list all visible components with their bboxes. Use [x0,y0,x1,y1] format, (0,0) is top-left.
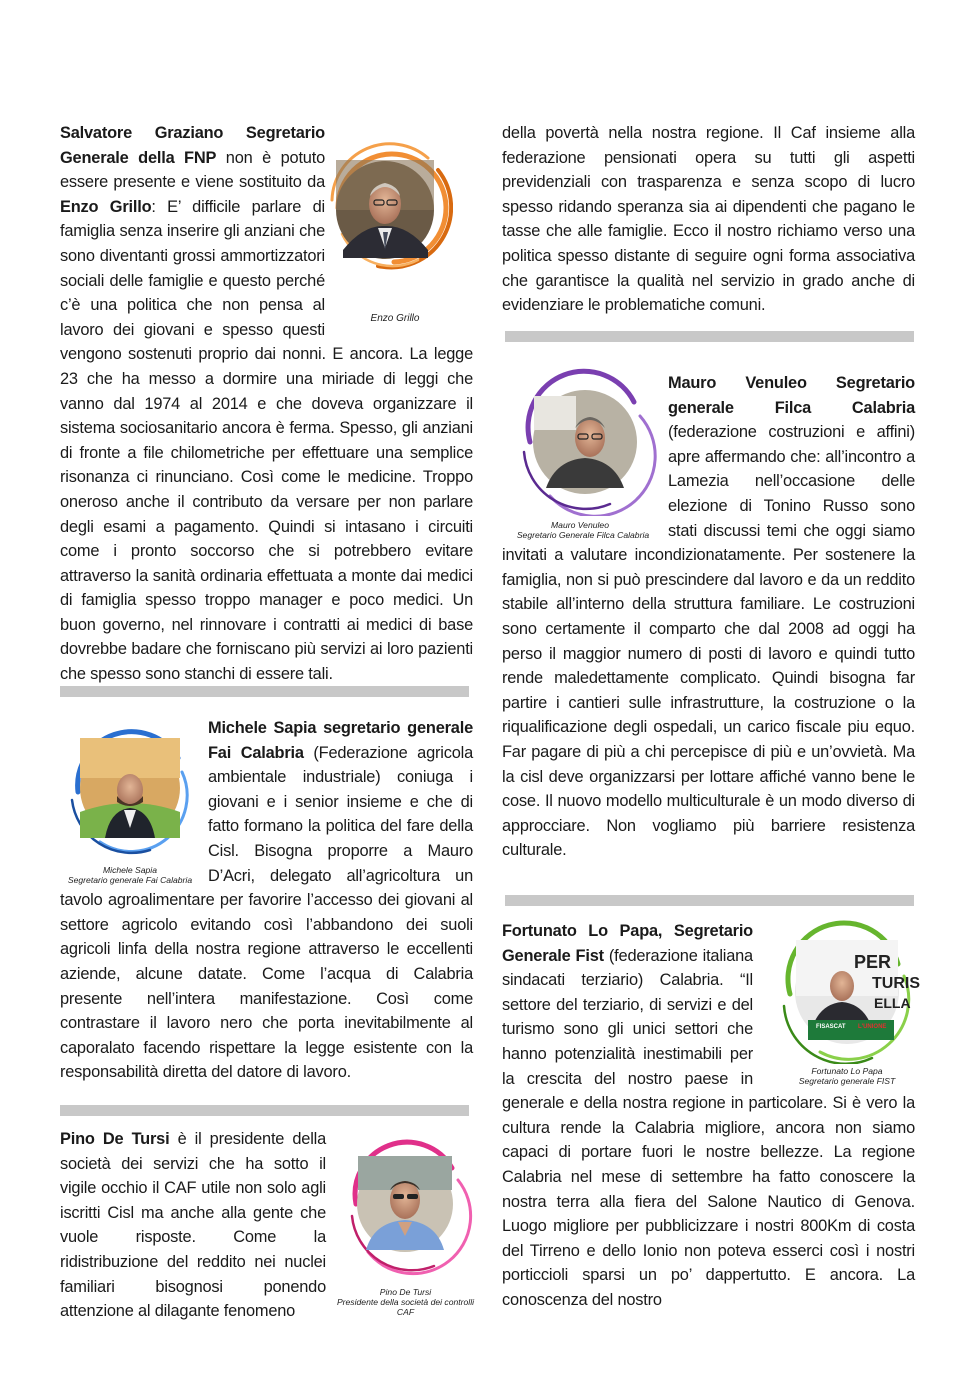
body-text: (federazione italiana sindacati terziario) Calabria. “Il settore del terziario, di servizi e del turismo sono gli unici settori che hanno potenzialità inestimabili per la crescita del nostro paese in generale e della nostra regione in particolare. Si è vero la cultura rende la Calabria migliore, ancora non siamo capaci di portare fuori le nostre bellezze. La regione Calabria nel mese di settembre ha fatto conoscere la nostra terra alla fiera del Salone Nautico di Genova. Luogo migliore per pubblicizzare i nostri 800Km di costa del Tirreno e dello Ionio non poteva esserci così i nostri porticcioli sparsi un po’ dappertutto. E ancora. La conoscenza del nostro [502,946,915,1309]
caption-pino-de-tursi-name: Pino De Tursi [379,1287,432,1297]
substitute-name: Enzo Grillo [60,197,152,216]
photo-michele-sapia [60,712,200,862]
body-text: (Federazione agricola ambientale industriale) coniuga i giovani e i senior insieme e che di fatto formano la politica del fare della Cisl. Bisogna proporre a Mauro D’Acri, delegato all’agricoltura un tavolo agroalimentare per favorire l’accesso dei giovani al settore agricolo evitando così l’abbandono dei suoli agricoli linfa della nostra regione attraverso le eccellenti aziende, alcune datate. Come l’acqua di Calabria presente nell’intera manifestazione. Così come contrastare il lavoro nero che porta inevitabilmente al caporalato facendo rispettare la legge esistente con la responsabilità diretta del datore di lavoro. [60,743,473,1082]
caption-mauro-venuleo-name: Mauro Venuleo [551,520,609,530]
body-text: (federazione costruzioni e affini) apre affermando che: all’incontro a Lamezia nell’occasione delle elezione di Tonino Russo sono stati discussi temi che oggi siamo invitati a valutare incondizionatamente. Per sostenere la famiglia, non si può prescindere dal lavoro e da un reddito stabile all’interno della struttura familiare. Le costruzioni sono certamente il comparto che dal 2008 ad oggi ha perso il maggior numero di posti di lavoro e quindi tutto rende maledettamente complicato. Quindi bisogna far partire i cantieri sulle infrastrutture, la costruzione o la riqualificazione degli ospedali, un carico fiscale piu equo. Far pagare di più a chi percepisce di più e un’ovvietà. Ma la cisl deve organizzarsi per lottare affiché vanno bene le cose. Il nuovo modello multiculturale è un modo diverso di approcciare. Non vogliamo più barriere resistenza culturale. [502,423,915,860]
body-text: della povertà nella nostra regione. Il Caf insieme alla federazione pensionati opera su tutti gli aspetti previdenziali con trasparenza e senza scopo di lucro spesso ridando speranza sia ai dipendenti che pagano le tasse che alle famiglie. Ecco il nostro richiamo verso una politica spesso distante di seguire ogni forma associativa che garantisce la qualità nel servizio in grado anche di evidenziare le problematiche comuni. [502,124,915,315]
banner-text-turis: TURIS [872,975,920,992]
body-text: è il presidente della società dei servizi che ha sotto il vigile occhio il CAF utile non solo agli iscritti Cisl ma anche alla gente che vuole risposte. Come la ridistribuzione del reddito nei nuclei familiari bisognosi ponendo attenzione al dilagante fenomeno [60,1130,326,1321]
speaker-name: Pino De Tursi [60,1130,170,1148]
banner-text-per: PER [854,952,892,972]
banner-text-unione: L'UNIONE [858,1024,887,1030]
body-text: : E’ difficile parlare di famiglia senza inserire gli anziani che sono diventanti grossi ammortizzatori sociali delle famiglie e questo perché c’è una politica che non pensa al lavoro dei giovani e spesso questi vengono sostenuti proprio dai nonni. E ancora. La legge 23 che ha messo a dormire una miriade di leggi che vanno dal 1974 al 2014 e che doveva organizzare il sistema sociosanitario ancora è ferma. Spesso, gli anziani di fronte a file chilometriche per effettuare una semplice risonanza ci rinunciano. Così come le medicine. Troppo oneroso anche il contributo da versare per non parlare degli esami a pagamento. Quindi si intasano i circuiti come i pronto soccorso che si potrebbero evitare attraverso la sanità ordinaria effettuata a monte dai medici di famiglia spesso troppo manager e poco medici. Un buon governo, nel rinnovare i contratti ai medici di base dovrebbe badare che forniscano più servizi ai loro pazienti che spesso sono stanchi di essere tali. [60,197,473,684]
caption-pino-de-tursi-role: Presidente della società dei controlli [336,1297,475,1307]
banner-text-fisascat: FISASCAT [816,1024,846,1030]
speaker-name: Fortunato Lo Papa, Segretario Generale Fist [502,922,753,965]
caption-lo-papa-name: Fortunato Lo Papa [811,1066,883,1076]
section-divider [505,895,914,906]
section-divider [505,331,914,342]
section-divider [60,1105,469,1116]
section-de-tursi-continued [502,121,915,318]
caption-lo-papa-role: Segretario generale FIST [798,1076,896,1086]
caption-michele-sapia-name: Michele Sapia [103,865,157,875]
photo-pino-de-tursi [338,1124,473,1284]
intro-text: non è potuto essere presente e viene sostituito da [60,148,325,192]
photo-enzo-grillo [318,130,453,300]
banner-text-ella: ELLA [874,995,911,1011]
speaker-name: Michele Sapia segretario generale Fai Calabria [208,719,473,762]
speaker-name: Salvatore Graziano Segretario Generale della FNP [60,124,325,167]
section-de-tursi [60,1127,326,1324]
section-divider [60,686,469,697]
caption-mauro-venuleo-role: Segretario Generale Filca Calabria [516,530,650,540]
caption-enzo-grillo: Enzo Grillo [370,313,420,324]
caption-pino-de-tursi-caf: CAF [396,1307,415,1317]
photo-mauro-venuleo [510,356,660,516]
caption-michele-sapia-role: Segretario generale Fai Calabria [67,875,193,885]
speaker-name: Mauro Venuleo Segretario generale Filca Calabria [668,374,915,417]
photo-fortunato-lo-papa [772,912,922,1064]
